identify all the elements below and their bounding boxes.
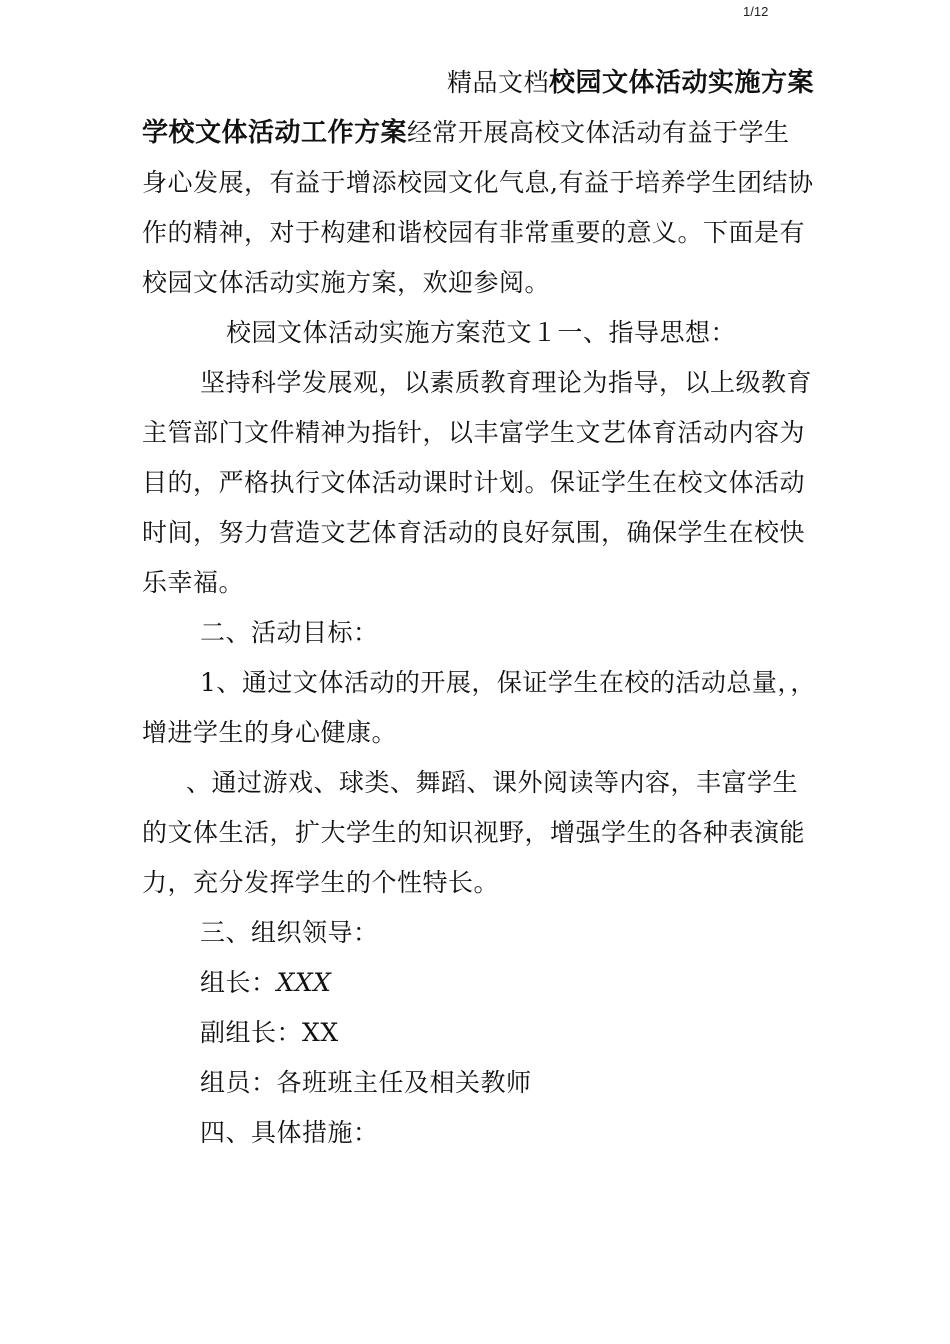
header-prefix: 精品文档 bbox=[446, 68, 549, 97]
guiding-line-3: 目的，严格执行文体活动课时计划。保证学生在校文体活动 bbox=[142, 468, 806, 497]
goals-heading: 二、活动目标： bbox=[200, 618, 379, 647]
document-title: 校园文体活动实施方案 bbox=[548, 68, 814, 98]
leader-row bbox=[142, 958, 814, 1008]
leader-name: XXX bbox=[276, 968, 332, 997]
intro-line-2: 身心发展，有益于增添校园文化气息,有益于培养学生团结协 bbox=[142, 168, 814, 197]
intro-line-1 bbox=[142, 108, 814, 158]
deputy-name: XX bbox=[302, 1018, 339, 1047]
deputy-label: 副组长： bbox=[200, 1018, 303, 1047]
measures-heading: 四、具体措施： bbox=[200, 1118, 379, 1147]
guiding-line-5: 乐幸福。 bbox=[142, 568, 245, 597]
intro-line-3: 作的精神，对于构建和谐校园有非常重要的意义。下面是有 bbox=[142, 218, 806, 247]
guiding-line-2: 主管部门文件精神为指针，以丰富学生文艺体育活动内容为 bbox=[142, 418, 806, 447]
intro-line-1-rest: 经常开展高校文体活动有益于学生 bbox=[407, 118, 790, 147]
goal-1-line-1: 1、通过文体活动的开展，保证学生在校的活动总量，， bbox=[200, 668, 816, 697]
leadership-heading: 三、组织领导： bbox=[200, 918, 379, 947]
document-body bbox=[142, 58, 814, 1158]
goal-1-line-2: 增进学生的身心健康。 bbox=[142, 718, 398, 747]
page-number: 1/12 bbox=[743, 4, 769, 19]
guiding-line-1: 坚持科学发展观，以素质教育理论为指导，以上级教育 bbox=[200, 368, 813, 397]
deputy-row bbox=[142, 1008, 814, 1058]
leader-label: 组长： bbox=[200, 968, 277, 997]
section-title: 校园文体活动实施方案范文１一、指导思想： bbox=[226, 318, 737, 347]
goal-2-line-3: 力，充分发挥学生的个性特长。 bbox=[142, 868, 500, 897]
intro-bold-lead: 学校文体活动工作方案 bbox=[142, 118, 408, 148]
document-header bbox=[142, 58, 814, 108]
goal-2-line-2: 的文体生活，扩大学生的知识视野，增强学生的各种表演能 bbox=[142, 818, 806, 847]
guiding-line-4: 时间，努力营造文艺体育活动的良好氛围，确保学生在校快 bbox=[142, 518, 806, 547]
members-row: 组员：各班班主任及相关教师 bbox=[200, 1068, 532, 1097]
goal-2-line-1: 、通过游戏、球类、舞蹈、课外阅读等内容，丰富学生 bbox=[186, 768, 799, 797]
intro-line-4: 校园文体活动实施方案，欢迎参阅。 bbox=[142, 268, 551, 297]
